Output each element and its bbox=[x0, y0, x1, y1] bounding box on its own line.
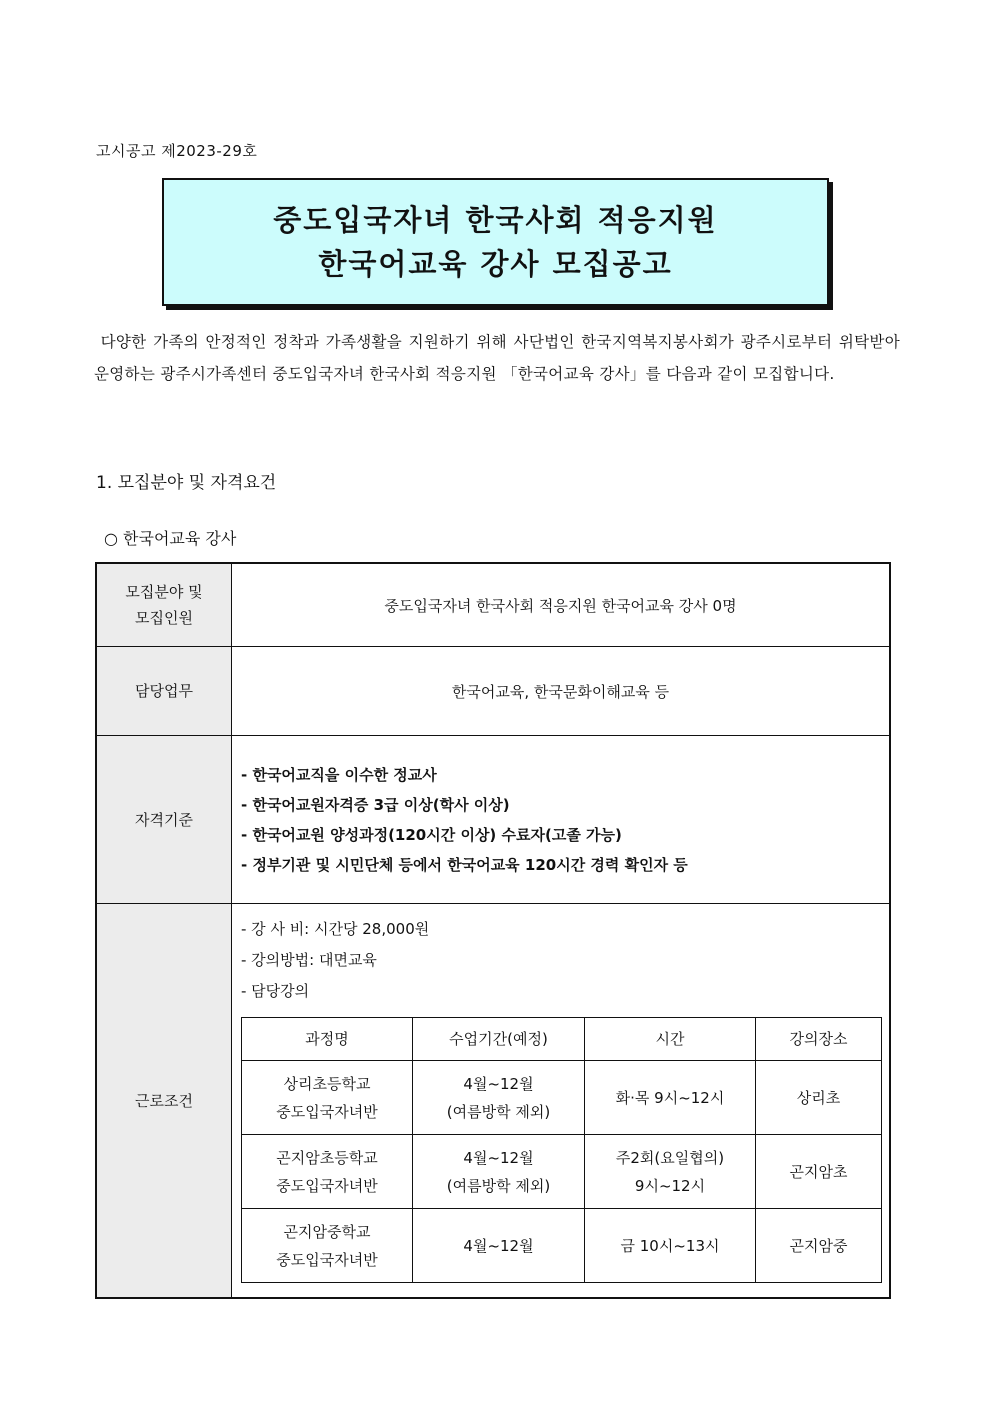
course-name-line1: 곤지암초등학교 bbox=[276, 1148, 378, 1167]
label-recruit bbox=[96, 563, 232, 647]
qualification-list bbox=[233, 760, 888, 880]
intro-paragraph bbox=[94, 326, 900, 390]
label-qualification: 자격기준 bbox=[96, 736, 232, 904]
condition-item-method: - 강의방법: 대면교육 bbox=[241, 951, 377, 969]
condition-item-courses: - 담당강의 bbox=[241, 982, 310, 1000]
course-name bbox=[242, 1135, 413, 1209]
course-name-line1: 곤지암중학교 bbox=[283, 1222, 371, 1241]
table-row-duty bbox=[96, 647, 890, 736]
course-name-line1: 상리초등학교 bbox=[283, 1074, 371, 1093]
course-period-line2: (여름방학 제외) bbox=[446, 1102, 551, 1121]
label-conditions: 근로조건 bbox=[96, 904, 232, 1299]
course-time-line1: 주2회(요일협의) bbox=[615, 1148, 725, 1167]
header-place: 강의장소 bbox=[756, 1018, 882, 1061]
recruitment-table bbox=[95, 562, 891, 1299]
course-period bbox=[413, 1061, 585, 1135]
value-conditions bbox=[232, 904, 891, 1299]
course-time bbox=[585, 1209, 756, 1283]
course-period-line1: 4월~12월 bbox=[463, 1074, 534, 1093]
table-row bbox=[242, 1135, 882, 1209]
qualification-item: - 정부기관 및 시민단체 등에서 한국어교육 120시간 경력 확인자 등 bbox=[241, 855, 688, 874]
course-time bbox=[585, 1061, 756, 1135]
course-name-line2: 중도입국자녀반 bbox=[276, 1250, 378, 1269]
title-line-1: 중도입국자녀 한국사회 적응지원 bbox=[273, 203, 718, 237]
condition-item-pay: - 강 사 비: 시간당 28,000원 bbox=[241, 920, 430, 938]
course-time-line1: 화·목 9시~12시 bbox=[615, 1088, 725, 1107]
label-duty: 담당업무 bbox=[96, 647, 232, 736]
qualification-item: - 한국어교직을 이수한 정교사 bbox=[241, 765, 437, 784]
value-qualification bbox=[232, 736, 891, 904]
label-recruit-line1: 모집분야 및 bbox=[125, 583, 203, 601]
section-heading: 1. 모집분야 및 자격요건 bbox=[96, 473, 277, 493]
course-time bbox=[585, 1135, 756, 1209]
value-recruit: 중도입국자녀 한국사회 적응지원 한국어교육 강사 0명 bbox=[232, 563, 891, 647]
table-row-recruit bbox=[96, 563, 890, 647]
course-period-line1: 4월~12월 bbox=[463, 1148, 534, 1167]
course-period-line2: (여름방학 제외) bbox=[446, 1176, 551, 1195]
qualification-item: - 한국어교원 양성과정(120시간 이상) 수료자(고졸 가능) bbox=[241, 825, 622, 844]
course-place: 곤지암초 bbox=[756, 1135, 882, 1209]
course-place: 상리초 bbox=[756, 1061, 882, 1135]
table-row-conditions bbox=[96, 904, 890, 1299]
sub-heading: ○ 한국어교육 강사 bbox=[104, 529, 237, 548]
table-row-qualification bbox=[96, 736, 890, 904]
course-time-line2: 9시~12시 bbox=[634, 1176, 706, 1195]
header-time: 시간 bbox=[585, 1018, 756, 1061]
table-row bbox=[242, 1209, 882, 1283]
course-period bbox=[413, 1209, 585, 1283]
course-table bbox=[241, 1017, 882, 1283]
course-name-line2: 중도입국자녀반 bbox=[276, 1176, 378, 1195]
title-box bbox=[162, 178, 829, 306]
course-period-line1: 4월~12월 bbox=[463, 1236, 534, 1255]
header-course-name: 과정명 bbox=[242, 1018, 413, 1061]
qualification-item: - 한국어교원자격증 3급 이상(학사 이상) bbox=[241, 795, 510, 814]
course-time-line1: 금 10시~13시 bbox=[620, 1236, 720, 1255]
header-period: 수업기간(예정) bbox=[413, 1018, 585, 1061]
value-duty: 한국어교육, 한국문화이해교육 등 bbox=[232, 647, 891, 736]
course-name-line2: 중도입국자녀반 bbox=[276, 1102, 378, 1121]
course-header-row bbox=[242, 1018, 882, 1061]
notice-number: 고시공고 제2023-29호 bbox=[96, 142, 258, 160]
course-period bbox=[413, 1135, 585, 1209]
course-name bbox=[242, 1209, 413, 1283]
table-row bbox=[242, 1061, 882, 1135]
course-place: 곤지암중 bbox=[756, 1209, 882, 1283]
title-line-2: 한국어교육 강사 모집공고 bbox=[318, 247, 673, 281]
conditions-list bbox=[241, 914, 880, 1007]
intro-text: 다양한 가족의 안정적인 정착과 가족생활을 지원하기 위해 사단법인 한국지역복지봉사회가 광주시로부터 위탁받아 운영하는 광주시가족센터 중도입국자녀 한국사회 적응지원 「한국어교육 강사」를 다음과 같이 모집합니다. bbox=[94, 333, 900, 383]
label-recruit-line2: 모집인원 bbox=[135, 609, 193, 627]
course-name bbox=[242, 1061, 413, 1135]
